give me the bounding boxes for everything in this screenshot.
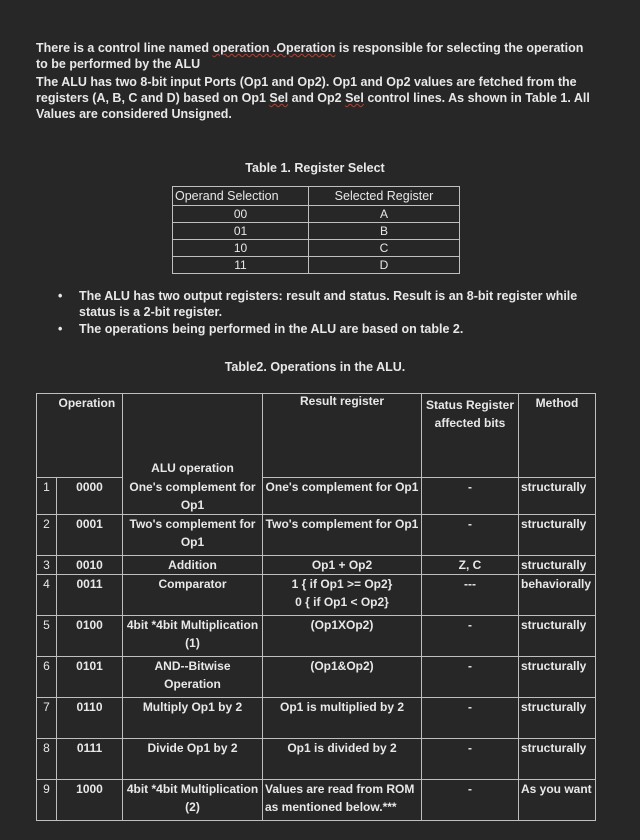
header-status-bits: Status Register affected bits [422,394,519,478]
table2-caption: Table2. Operations in the ALU. [224,360,406,374]
list-item: • The operations being performed in the ALU are based on table 2. [58,321,588,337]
alu-op-cell [123,460,263,515]
cell: 11 [173,257,309,274]
op-code: 0111 [57,738,123,779]
intro-text: is responsible for selecting the operation to be performed by the ALU [36,41,584,71]
table-row [37,615,596,656]
alu-op: Addition [123,555,263,574]
result: (Op1XOp2) [263,615,422,656]
table-row [37,656,596,697]
method: structurally [519,514,596,555]
row-index: 7 [37,697,57,738]
table-row [37,478,596,515]
alu-op: 4bit *4bit Multiplication (1) [123,615,263,656]
result-line: 0 { if Op1 < Op2} [295,594,389,609]
bullet-list [58,288,588,338]
intro-paragraph-2 [36,74,596,122]
row-index: 5 [37,615,57,656]
alu-op: Comparator [123,574,263,615]
op-code: 0001 [57,514,123,555]
op-code: 0010 [57,555,123,574]
row-index: 4 [37,574,57,615]
alu-op: 4bit *4bit Multiplication (2) [123,779,263,820]
table-row [37,738,596,779]
header-alu-operation-label: ALU operation [151,460,234,475]
header-operand-selection: Operand Selection [173,187,309,206]
result: Op1 is multiplied by 2 [263,697,422,738]
header-method: Method [519,394,596,478]
table-row [37,779,596,820]
op-code: 0000 [57,478,123,515]
method: structurally [519,478,596,515]
header-result-register: Result register [263,394,422,478]
row-index: 2 [37,514,57,555]
result: (Op1&Op2) [263,656,422,697]
register-select-table [172,186,460,274]
table-row [37,514,596,555]
method: As you want [519,779,596,820]
intro-text: control lines. As shown in Table 1. All Values are considered Unsigned. [36,91,590,121]
header-operation: Operation [57,394,123,478]
cell: C [309,240,460,257]
table-row [173,223,460,240]
sel-term: Sel [345,91,364,105]
header-selected-register: Selected Register [309,187,460,206]
intro-text: The ALU has two 8-bit input Ports (Op1 and Op2). Op1 and Op2 values are fetched from the registers (A, B, C and D) based on Op1 [36,75,577,105]
op-code: 0101 [57,656,123,697]
cell: A [309,206,460,223]
result-line: 1 { if Op1 >= Op2} [291,576,393,591]
cell: D [309,257,460,274]
op-code: 0110 [57,697,123,738]
alu-op: AND--Bitwise Operation [123,656,263,697]
op-code: 0100 [57,615,123,656]
row-index: 3 [37,555,57,574]
table-row [37,697,596,738]
intro-text: There is a control line named [36,41,213,55]
row-index: 8 [37,738,57,779]
status-bits: - [422,615,519,656]
cell: 00 [173,206,309,223]
method: structurally [519,656,596,697]
table-row [173,206,460,223]
alu-op: Multiply Op1 by 2 [123,697,263,738]
result: Op1 is divided by 2 [263,738,422,779]
table-row [173,240,460,257]
table-row [37,555,596,574]
row-index: 9 [37,779,57,820]
intro-text: and Op2 [288,91,346,105]
status-bits: - [422,656,519,697]
alu-op: Two's complement for Op1 [123,514,263,555]
status-bits: - [422,697,519,738]
method: structurally [519,697,596,738]
cell: B [309,223,460,240]
method: structurally [519,615,596,656]
operation-term: operation .Operation [212,41,336,55]
op-code: 0011 [57,574,123,615]
table-row [37,574,596,615]
method: structurally [519,738,596,779]
cell: 01 [173,223,309,240]
result: Two's complement for Op1 [263,514,422,555]
status-bits: - [422,514,519,555]
sel-term: Sel [269,91,289,105]
table-row [173,257,460,274]
status-bits: - [422,738,519,779]
list-item: • The ALU has two output registers: result and status. Result is an 8-bit register while status is a 2-bit register. [58,288,588,320]
status-bits: - [422,779,519,820]
table-header-row [37,394,596,478]
method: behaviorally [519,574,596,615]
alu-op: One's complement for Op1 [129,479,256,512]
result: Op1 + Op2 [263,555,422,574]
alu-op: Divide Op1 by 2 [123,738,263,779]
result: One's complement for Op1 [263,478,422,515]
alu-operations-table [36,393,596,821]
status-bits: - [422,478,519,515]
status-bits: Z, C [422,555,519,574]
table1-caption: Table 1. Register Select [245,161,385,175]
method: structurally [519,555,596,574]
cell: 10 [173,240,309,257]
intro-paragraph-1 [36,40,596,72]
result: Values are read from ROM as mentioned below.*** [263,779,422,820]
result [263,574,422,615]
cell [37,394,57,478]
op-code: 1000 [57,779,123,820]
table-header-row [173,187,460,206]
status-bits: --- [422,574,519,615]
row-index: 6 [37,656,57,697]
row-index: 1 [37,478,57,515]
